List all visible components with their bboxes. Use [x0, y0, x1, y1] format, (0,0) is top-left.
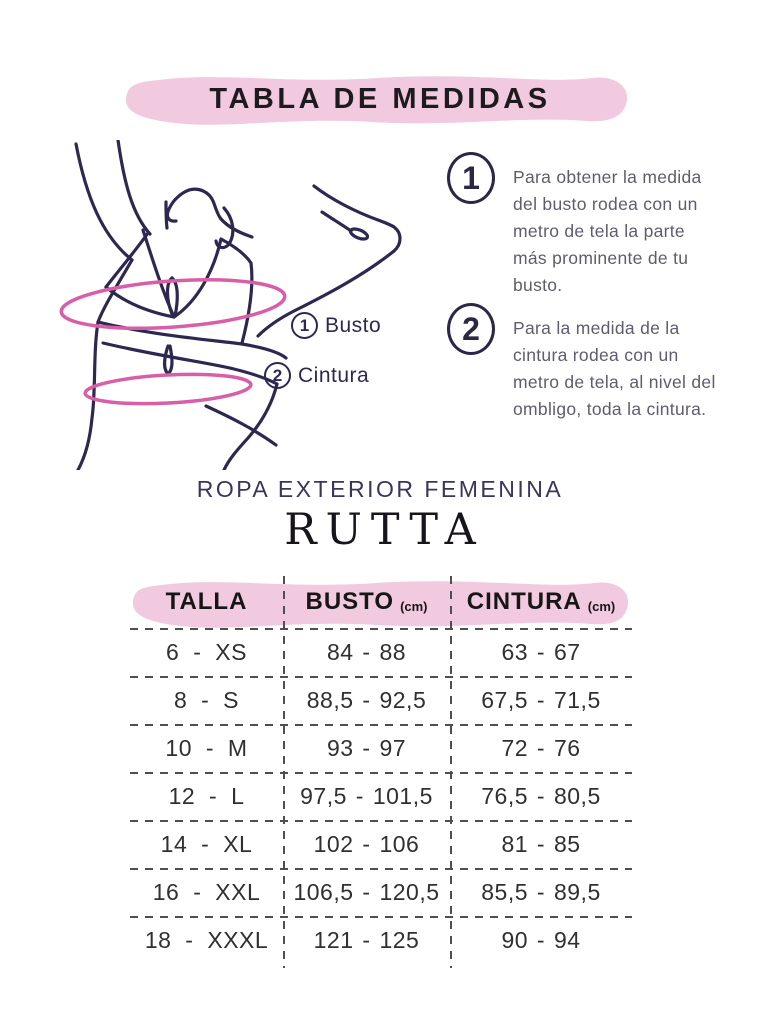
row-divider: [130, 724, 632, 726]
page-title-banner: [123, 70, 637, 128]
busto-unit: (cm): [400, 599, 428, 614]
body-measurement-illustration: [48, 140, 448, 470]
instruction-2-number: 2: [447, 303, 495, 355]
cell-cintura: 76,5 - 80,5: [481, 782, 601, 809]
instruction-1: [447, 152, 725, 299]
table-row: [130, 772, 632, 820]
bust-label-text: Busto: [325, 313, 382, 337]
column-header-cintura: CINTURA (cm): [466, 588, 616, 615]
cell-talla: 12 - L: [168, 782, 245, 809]
cell-talla: 6 - XS: [166, 638, 247, 665]
page-title: TABLA DE MEDIDAS: [209, 82, 551, 115]
table-row: [130, 724, 632, 772]
column-header-busto: BUSTO (cm): [305, 588, 428, 615]
cell-cintura: 90 - 94: [501, 926, 581, 953]
figure-head: [167, 190, 189, 221]
figure-raised-arm: [76, 144, 132, 260]
row-divider: [130, 868, 632, 870]
brand-logo: RUTTA: [284, 505, 485, 555]
cell-busto: 106,5 - 120,5: [293, 878, 440, 905]
cell-cintura: 81 - 85: [501, 830, 581, 857]
bust-tape-ellipse: [60, 273, 287, 335]
cell-talla: 14 - XL: [160, 830, 253, 857]
cell-busto: 88,5 - 92,5: [306, 686, 427, 713]
bust-label: [291, 312, 381, 339]
cell-busto: 121 - 125: [313, 926, 420, 953]
row-divider: [130, 820, 632, 822]
instructions-panel: [447, 152, 725, 472]
table-header-row: [130, 574, 632, 630]
column-divider: [283, 576, 285, 968]
cell-talla: 10 - M: [165, 734, 248, 761]
row-divider: [130, 916, 632, 918]
figure-hand: [349, 227, 369, 241]
table-body: [130, 628, 632, 964]
cell-cintura: 67,5 - 71,5: [481, 686, 601, 713]
waist-label: [264, 362, 369, 389]
instruction-1-number: 1: [447, 152, 495, 204]
column-header-talla: TALLA: [165, 588, 248, 615]
cell-talla: 16 - XXL: [152, 878, 261, 905]
row-divider: [130, 772, 632, 774]
instruction-2: [447, 303, 725, 423]
waist-label-number: 2: [264, 362, 291, 389]
column-divider: [450, 576, 452, 968]
cell-talla: 8 - S: [173, 686, 240, 713]
table-row: [130, 868, 632, 916]
cell-busto: 84 - 88: [326, 638, 407, 665]
cell-busto: 93 - 97: [326, 734, 407, 761]
table-row: [130, 820, 632, 868]
cintura-unit: (cm): [587, 599, 616, 614]
instruction-2-text: Para la medida de la cintura rodea con un metro de tela, al nivel del ombligo, toda la cintura.: [513, 318, 716, 419]
bust-label-number: 1: [291, 312, 318, 339]
category-heading: ROPA EXTERIOR FEMENINA: [196, 476, 564, 502]
cell-busto: 102 - 106: [313, 830, 420, 857]
cell-cintura: 63 - 67: [501, 638, 581, 665]
table-row: [130, 916, 632, 964]
instruction-1-text: Para obtener la medida del busto rodea con un metro de tela la parte más prominente de tu busto.: [513, 167, 702, 295]
table-row: [130, 628, 632, 676]
waist-tape-ellipse: [84, 371, 251, 408]
waist-label-text: Cintura: [298, 363, 370, 387]
table-row: [130, 676, 632, 724]
cell-cintura: 85,5 - 89,5: [481, 878, 601, 905]
cell-busto: 97,5 - 101,5: [300, 782, 433, 809]
cell-talla: 18 - XXXL: [144, 926, 269, 953]
figure-bent-arm: [314, 186, 394, 227]
row-divider: [130, 676, 632, 678]
size-table: [130, 574, 632, 974]
cell-cintura: 72 - 76: [501, 734, 581, 761]
row-divider: [130, 628, 632, 630]
